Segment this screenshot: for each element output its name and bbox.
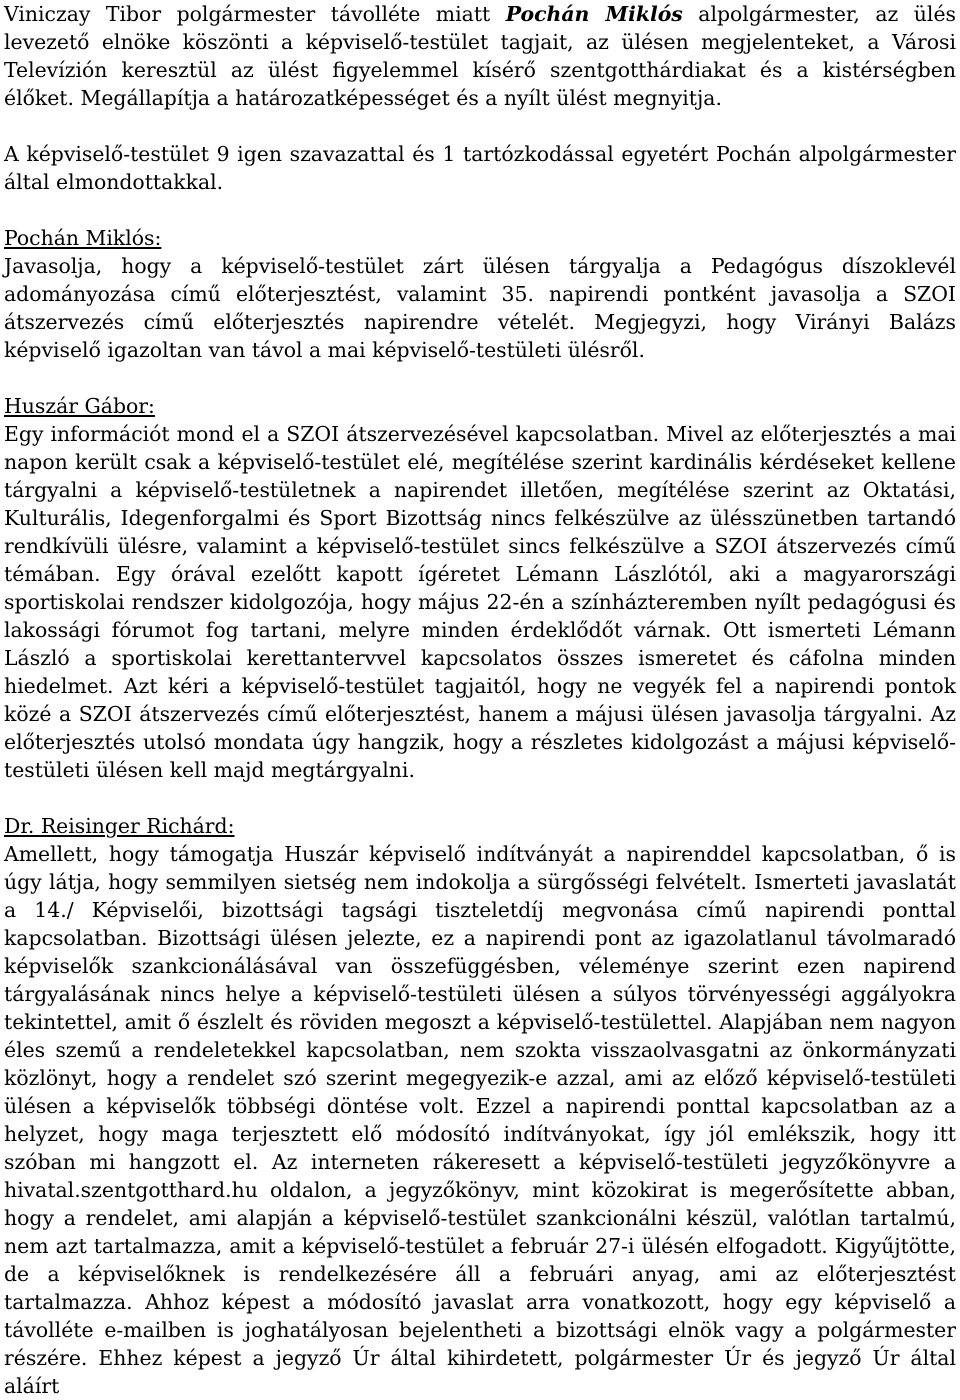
speaker-name: Huszár Gábor:: [4, 394, 155, 418]
chair-name: Pochán Miklós: [505, 2, 683, 26]
intro-paragraph: [4, 0, 956, 112]
speech-section-reisinger: [4, 812, 956, 1400]
speaker-name: Dr. Reisinger Richárd:: [4, 814, 235, 838]
speech-text: Amellett, hogy támogatja Huszár képviselő indítványát a napirenddel kapcsolatban, ő is úgy látja, hogy semmilyen sietség nem indokolja a sürgősségi felvételt. Ismerteti javaslatát a 14./ Képviselői, bizottsági tagsági tiszteletdíj megvonása című napirendi ponttal kapcsolatban. Bizottsági ülésen jelezte, ez a napirendi pont az igazolatlanul távolmaradó képviselők szankcionálásával van összefüggésben, véleménye szerint ezen napirend tárgyalásának nincs helye a képviselő-testületi ülésen a súlyos törvényességi aggályokra tekintettel, amit ő észlelt és röviden megoszt a képviselő-testülettel. Alapjában nem nagyon éles szemű a rendeletekkel kapcsolatban, nem szokta visszaolvasgatni az önkormányzati közlönyt, hogy a rendelet szó szerint megegyezik-e azzal, ami az előző képviselő-testületi ülésen a képviselők többségi döntése volt. Ezzel a napirendi ponttal kapcsolatban az a helyzet, hogy maga terjesztett elő módosító indítványokat, így jól emlékszik, hogy itt szóban mi hangzott el. Az interneten rákeresett a képviselő-testületi jegyzőkönyvre a hivatal.szentgotthard.hu oldalon, a jegyzőkönyv, mint közokirat is megerősítette abban, hogy a rendelet, ami alapján a képviselő-testület szankcionálni készül, valótlan tartalmú, nem azt tartalmazza, amit a képviselő-testület a február 27-i ülésén elfogadott. Kigyűjtötte, de a képviselőknek is rendelkezésére áll a februári anyag, ami az előterjesztést tartalmazza. Ahhoz képest a módosító javaslat arra vonatkozott, hogy egy képviselő a távolléte e-mailben is joghatályosan bejelentheti a bizottsági elnök vagy a polgármester részére. Ehhez képest a jegyző Úr által kihirdetett, polgármester Úr és jegyző Úr által aláírt: [4, 842, 956, 1398]
intro-text-part2: alpolgármester, az ülés levezető elnöke köszönti a képviselő-testület tagjait, az ülésen megjelenteket, a Városi Televízión keresztül az ülést figyelemmel kísérő szentgotthárdiakat és a kistérségben élőket. Megállapítja a határozatképességet és a nyílt ülést megnyitja.: [4, 2, 956, 110]
speech-text: Javasolja, hogy a képviselő-testület zárt ülésen tárgyalja a Pedagógus díszoklevél adományozása című előterjesztést, valamint 35. napirendi pontként javasolja a SZOI átszervezés című előterjesztés napirendre vételét. Megjegyzi, hogy Virányi Balázs képviselő igazoltan van távol a mai képviselő-testületi ülésről.: [4, 254, 956, 362]
vote-paragraph: A képviselő-testület 9 igen szavazattal és 1 tartózkodással egyetért Pochán alpolgármester által elmondottakkal.: [4, 142, 956, 194]
speech-section-huszar: [4, 392, 956, 784]
speaker-name: Pochán Miklós:: [4, 226, 162, 250]
intro-text-part1: Viniczay Tibor polgármester távolléte miatt: [4, 2, 506, 26]
speech-text: Egy információt mond el a SZOI átszervezésével kapcsolatban. Mivel az előterjesztés a mai napon került csak a képviselő-testület elé, megítélése szerint kardinális kérdéseket kellene tárgyalni a képviselő-testületnek a napirendet illetően, megítélése szerint az Oktatási, Kulturális, Idegenforgalmi és Sport Bizottság nincs felkészülve az ülésszünetben tartandó rendkívüli ülésre, valamint a képviselő-testület sincs felkészülve a SZOI átszervezés című témában. Egy órával ezelőtt kapott ígéretet Lémann Lászlótól, aki a magyarországi sportiskolai rendszer kidolgozója, hogy május 22-én a színházteremben nyílt pedagógusi és lakossági fórumot fog tartani, melyre minden érdeklődőt várnak. Ott ismerteti Lémann László a sportiskolai kerettantervvel kapcsolatos összes ismeretet és cáfolna minden hiedelmet. Azt kéri a képviselő-testület tagjaitól, hogy ne vegyék fel a napirendi pontok közé a SZOI átszervezés című előterjesztést, hanem a májusi ülésen javasolja tárgyalni. Az előterjesztés utolsó mondata úgy hangzik, hogy a részletes kidolgozást a májusi képviselő-testületi ülésen kell majd megtárgyalni.: [4, 422, 956, 782]
speech-section-pochan: [4, 224, 956, 364]
